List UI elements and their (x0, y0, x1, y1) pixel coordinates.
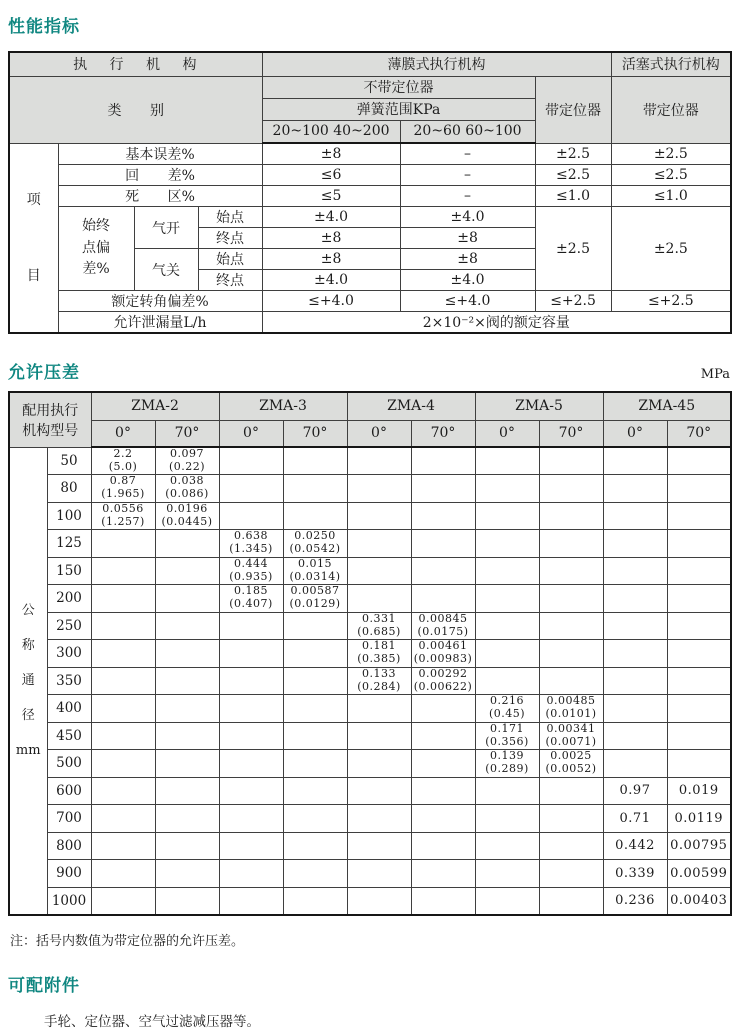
pressure-cell (539, 887, 603, 915)
pressure-cell (91, 750, 155, 778)
pressure-cell: 0.0196 (0.0445) (155, 502, 219, 530)
ao-start-value-2: ±4.0 (400, 207, 535, 228)
pressure-cell (667, 447, 731, 475)
pressure-section-header (8, 358, 730, 383)
leakage-value: 2×10⁻²×阀的额定容量 (262, 312, 731, 334)
pressure-cell: 0.00845 (0.0175) (411, 612, 475, 640)
table-row (9, 530, 731, 558)
pressure-cell: 0.015 (0.0314) (283, 557, 347, 585)
pressure-cell (539, 475, 603, 503)
pressure-cell: 0.00795 (667, 832, 731, 860)
pressure-cell (219, 832, 283, 860)
header-spring-range: 弹簧范围KPa (262, 98, 535, 120)
pressure-cell (347, 475, 411, 503)
pressure-cell (603, 667, 667, 695)
pressure-cell (603, 612, 667, 640)
pressure-cell (475, 667, 539, 695)
size-label: 250 (47, 612, 91, 640)
pressure-cell (155, 640, 219, 668)
pressure-section-title: 允许压差 (8, 363, 80, 383)
pressure-cell (283, 695, 347, 723)
ao-end-value-1: ±8 (262, 228, 400, 249)
pressure-cell (411, 502, 475, 530)
hysteresis-value-3: ≤2.5 (535, 165, 611, 186)
pressure-cell (155, 887, 219, 915)
header-angle-70: 70° (539, 420, 603, 447)
table-row (9, 557, 731, 585)
hysteresis-value-1: ≤6 (262, 165, 400, 186)
pressure-cell (603, 640, 667, 668)
row-label-leakage: 允许泄漏量L/h (58, 312, 262, 334)
pressure-cell (347, 530, 411, 558)
header-piston-type: 活塞式执行机构 (611, 52, 731, 76)
pressure-cell: 0.331 (0.685) (347, 612, 411, 640)
pressure-cell: 0.00403 (667, 887, 731, 915)
header-range-1: 20~100 40~200 (262, 120, 400, 143)
pressure-cell (91, 805, 155, 833)
pressure-cell (667, 502, 731, 530)
pressure-cell (603, 722, 667, 750)
footnote: 注：括号内数值为带定位器的允许压差。 (10, 933, 245, 949)
label-start-point-1: 始点 (198, 207, 262, 228)
pressure-cell: 0.87 (1.965) (91, 475, 155, 503)
pressure-cell (539, 805, 603, 833)
pressure-cell (219, 640, 283, 668)
pressure-cell: 0.139 (0.289) (475, 750, 539, 778)
pressure-cell (347, 860, 411, 888)
table-row (9, 502, 731, 530)
pressure-cell (475, 640, 539, 668)
size-label: 1000 (47, 887, 91, 915)
dead-band-value-1: ≤5 (262, 186, 400, 207)
pressure-cell (283, 832, 347, 860)
pressure-cell (91, 640, 155, 668)
header-angle-0: 0° (347, 420, 411, 447)
pressure-cell (219, 805, 283, 833)
pressure-cell (283, 502, 347, 530)
header-group-zma4: ZMA-4 (347, 392, 475, 420)
pressure-cell: 0.339 (603, 860, 667, 888)
pressure-cell (539, 667, 603, 695)
ac-end-value-1: ±4.0 (262, 270, 400, 291)
pressure-cell (411, 530, 475, 558)
pressure-cell (475, 557, 539, 585)
offset-label-line-1: 始终 (82, 217, 110, 234)
table-row (9, 860, 731, 888)
actuator-model-line-2: 机构型号 (22, 422, 79, 439)
table-row (9, 612, 731, 640)
pressure-cell: 0.097 (0.22) (155, 447, 219, 475)
pressure-cell (91, 887, 155, 915)
pressure-cell: 0.0556 (1.257) (91, 502, 155, 530)
pressure-table-body (9, 447, 731, 915)
header-category: 类 别 (9, 76, 262, 143)
pressure-cell: 0.00461 (0.00983) (411, 640, 475, 668)
header-angle-70: 70° (411, 420, 475, 447)
size-label: 400 (47, 695, 91, 723)
pressure-cell (667, 475, 731, 503)
hysteresis-value-2: – (400, 165, 535, 186)
pressure-cell (283, 612, 347, 640)
pressure-cell (283, 447, 347, 475)
performance-table (8, 51, 732, 334)
pressure-cell (347, 722, 411, 750)
pressure-cell (91, 695, 155, 723)
pressure-cell (411, 695, 475, 723)
table-row (9, 722, 731, 750)
size-label: 100 (47, 502, 91, 530)
pressure-cell (539, 502, 603, 530)
pressure-cell (411, 585, 475, 613)
pressure-cell (91, 530, 155, 558)
header-angle-70: 70° (283, 420, 347, 447)
pressure-cell (91, 585, 155, 613)
pressure-cell (283, 750, 347, 778)
pressure-cell (475, 887, 539, 915)
pressure-cell (91, 832, 155, 860)
table-row (9, 640, 731, 668)
size-label: 200 (47, 585, 91, 613)
pressure-cell: 0.444 (0.935) (219, 557, 283, 585)
basic-error-value-4: ±2.5 (611, 143, 731, 165)
ac-start-value-2: ±8 (400, 249, 535, 270)
pressure-cell: 0.019 (667, 777, 731, 805)
pressure-cell (539, 585, 603, 613)
unit-label: MPa (700, 367, 730, 382)
pressure-cell (603, 447, 667, 475)
pressure-cell: 0.00341 (0.0071) (539, 722, 603, 750)
header-piston-with-positioner: 带定位器 (611, 76, 731, 143)
pressure-cell (219, 860, 283, 888)
pressure-cell (603, 750, 667, 778)
header-angle-0: 0° (603, 420, 667, 447)
pressure-cell (411, 860, 475, 888)
pressure-cell (155, 860, 219, 888)
pressure-cell (411, 557, 475, 585)
size-label: 50 (47, 447, 91, 475)
pressure-cell (347, 502, 411, 530)
label-start-point-2: 始点 (198, 249, 262, 270)
pressure-cell (475, 502, 539, 530)
pressure-cell: 0.442 (603, 832, 667, 860)
pressure-cell (667, 750, 731, 778)
pressure-cell (91, 557, 155, 585)
pressure-cell (667, 530, 731, 558)
pressure-cell (219, 777, 283, 805)
pressure-cell: 0.185 (0.407) (219, 585, 283, 613)
pressure-cell (283, 640, 347, 668)
pressure-cell (475, 530, 539, 558)
pressure-cell (91, 612, 155, 640)
pressure-cell (411, 475, 475, 503)
pressure-cell (347, 805, 411, 833)
pressure-cell (411, 887, 475, 915)
header-group-zma2: ZMA-2 (91, 392, 219, 420)
pressure-cell: 0.181 (0.385) (347, 640, 411, 668)
pressure-cell (411, 805, 475, 833)
rated-angle-value-1: ≤+4.0 (262, 291, 400, 312)
pressure-cell (155, 530, 219, 558)
pressure-cell (667, 585, 731, 613)
pressure-cell (283, 887, 347, 915)
table-row (9, 695, 731, 723)
pressure-cell (155, 612, 219, 640)
offset-label-line-2: 点偏 (82, 239, 110, 256)
pressure-cell (411, 777, 475, 805)
pressure-cell: 0.038 (0.086) (155, 475, 219, 503)
performance-section-title: 性能指标 (8, 17, 80, 37)
pressure-cell (155, 585, 219, 613)
pressure-cell (155, 805, 219, 833)
pressure-cell (475, 475, 539, 503)
table-row (9, 832, 731, 860)
diameter-label-char: mm (15, 743, 41, 758)
pressure-cell (667, 612, 731, 640)
pressure-cell (667, 557, 731, 585)
pressure-cell (667, 695, 731, 723)
label-air-close: 气关 (134, 249, 198, 291)
size-label: 300 (47, 640, 91, 668)
pressure-cell (539, 447, 603, 475)
label-end-point-1: 终点 (198, 228, 262, 249)
pressure-cell (155, 750, 219, 778)
offset-positioner-value: ±2.5 (535, 207, 611, 291)
header-group-zma3: ZMA-3 (219, 392, 347, 420)
diameter-label-char: 径 (21, 708, 35, 723)
pressure-cell (603, 585, 667, 613)
ac-end-value-2: ±4.0 (400, 270, 535, 291)
pressure-cell (219, 475, 283, 503)
basic-error-value-2: – (400, 143, 535, 165)
accessories-section-title: 可配附件 (8, 975, 80, 996)
size-label: 80 (47, 475, 91, 503)
pressure-cell (539, 640, 603, 668)
pressure-cell (475, 612, 539, 640)
table-row (9, 805, 731, 833)
table-row (9, 750, 731, 778)
size-label: 500 (47, 750, 91, 778)
ao-start-value-1: ±4.0 (262, 207, 400, 228)
pressure-cell (667, 667, 731, 695)
pressure-cell (347, 557, 411, 585)
pressure-cell (91, 860, 155, 888)
pressure-cell (283, 777, 347, 805)
pressure-cell (219, 667, 283, 695)
item-char-1: 项 (26, 191, 41, 208)
pressure-cell (603, 557, 667, 585)
table-row (9, 475, 731, 503)
pressure-cell (411, 750, 475, 778)
pressure-cell (347, 585, 411, 613)
label-air-open: 气开 (134, 207, 198, 249)
pressure-cell (155, 722, 219, 750)
pressure-cell (539, 530, 603, 558)
pressure-cell: 0.00587 (0.0129) (283, 585, 347, 613)
pressure-cell: 2.2 (5.0) (91, 447, 155, 475)
pressure-cell (219, 887, 283, 915)
pressure-cell (475, 777, 539, 805)
pressure-cell (347, 695, 411, 723)
header-angle-70: 70° (155, 420, 219, 447)
pressure-cell (667, 722, 731, 750)
table-row (9, 887, 731, 915)
pressure-cell: 0.0025 (0.0052) (539, 750, 603, 778)
size-label: 350 (47, 667, 91, 695)
pressure-cell: 0.638 (1.345) (219, 530, 283, 558)
pressure-cell: 0.00485 (0.0101) (539, 695, 603, 723)
pressure-cell (475, 805, 539, 833)
pressure-cell: 0.171 (0.356) (475, 722, 539, 750)
table-row (9, 447, 731, 475)
row-label-offset (58, 207, 134, 291)
offset-label-line-3: 差% (82, 261, 110, 278)
pressure-cell (603, 475, 667, 503)
size-label: 700 (47, 805, 91, 833)
rated-angle-value-3: ≤+2.5 (535, 291, 611, 312)
pressure-cell (155, 832, 219, 860)
pressure-cell (91, 777, 155, 805)
pressure-cell (155, 777, 219, 805)
pressure-cell (539, 557, 603, 585)
basic-error-value-1: ±8 (262, 143, 400, 165)
accessories-text: 手轮、定位器、空气过滤减压器等。 (44, 1013, 260, 1030)
size-label: 600 (47, 777, 91, 805)
header-angle-0: 0° (219, 420, 283, 447)
pressure-cell (347, 750, 411, 778)
size-label: 800 (47, 832, 91, 860)
header-no-positioner: 不带定位器 (262, 76, 535, 98)
pressure-cell (219, 612, 283, 640)
diameter-label-char: 称 (21, 638, 35, 653)
size-label: 450 (47, 722, 91, 750)
diameter-label-char: 通 (21, 673, 35, 688)
ao-end-value-2: ±8 (400, 228, 535, 249)
offset-piston-value: ±2.5 (611, 207, 731, 291)
pressure-cell (91, 667, 155, 695)
pressure-cell (475, 447, 539, 475)
pressure-cell (155, 695, 219, 723)
rated-angle-value-2: ≤+4.0 (400, 291, 535, 312)
size-label: 125 (47, 530, 91, 558)
pressure-cell (283, 667, 347, 695)
label-end-point-2: 终点 (198, 270, 262, 291)
pressure-cell (283, 722, 347, 750)
header-angle-70: 70° (667, 420, 731, 447)
pressure-cell (539, 860, 603, 888)
row-label-basic-error: 基本误差% (58, 143, 262, 165)
pressure-cell (155, 557, 219, 585)
pressure-cell (347, 832, 411, 860)
pressure-cell (603, 695, 667, 723)
pressure-cell (411, 722, 475, 750)
pressure-cell (91, 722, 155, 750)
pressure-cell (475, 585, 539, 613)
actuator-model-line-1: 配用执行 (22, 402, 79, 419)
pressure-cell (219, 502, 283, 530)
header-group-zma5: ZMA-5 (475, 392, 603, 420)
header-range-2: 20~60 60~100 (400, 120, 535, 143)
size-label: 900 (47, 860, 91, 888)
row-label-rated-angle: 额定转角偏差% (58, 291, 262, 312)
vertical-label-item (9, 143, 58, 333)
pressure-cell (603, 502, 667, 530)
pressure-cell (667, 640, 731, 668)
row-label-hysteresis: 回 差% (58, 165, 262, 186)
pressure-cell (539, 612, 603, 640)
pressure-cell: 0.0250 (0.0542) (283, 530, 347, 558)
pressure-cell (283, 475, 347, 503)
pressure-cell (347, 777, 411, 805)
table-row (9, 667, 731, 695)
table-row (9, 585, 731, 613)
vertical-label-nominal-diameter (9, 447, 47, 915)
pressure-cell: 0.71 (603, 805, 667, 833)
dead-band-value-4: ≤1.0 (611, 186, 731, 207)
item-char-2: 目 (26, 267, 41, 284)
pressure-cell (539, 832, 603, 860)
diameter-label-char: 公 (21, 603, 35, 618)
pressure-cell (347, 447, 411, 475)
header-membrane-type: 薄膜式执行机构 (262, 52, 611, 76)
pressure-cell (219, 750, 283, 778)
pressure-cell (219, 695, 283, 723)
basic-error-value-3: ±2.5 (535, 143, 611, 165)
header-actuator-model (9, 392, 91, 447)
pressure-cell (411, 832, 475, 860)
pressure-cell: 0.97 (603, 777, 667, 805)
table-row (9, 777, 731, 805)
pressure-cell: 0.00599 (667, 860, 731, 888)
pressure-cell (283, 860, 347, 888)
header-group-zma45: ZMA-45 (603, 392, 731, 420)
pressure-cell (219, 447, 283, 475)
pressure-cell: 0.0119 (667, 805, 731, 833)
pressure-cell (539, 777, 603, 805)
pressure-cell (155, 667, 219, 695)
pressure-cell (283, 805, 347, 833)
header-angle-0: 0° (91, 420, 155, 447)
pressure-cell (475, 832, 539, 860)
pressure-cell (475, 860, 539, 888)
pressure-cell: 0.236 (603, 887, 667, 915)
rated-angle-value-4: ≤+2.5 (611, 291, 731, 312)
row-label-dead-band: 死 区% (58, 186, 262, 207)
header-angle-0: 0° (475, 420, 539, 447)
pressure-cell: 0.216 (0.45) (475, 695, 539, 723)
pressure-cell (219, 722, 283, 750)
pressure-cell: 0.133 (0.284) (347, 667, 411, 695)
pressure-table (8, 391, 732, 916)
pressure-cell: 0.00292 (0.00622) (411, 667, 475, 695)
dead-band-value-3: ≤1.0 (535, 186, 611, 207)
pressure-cell (411, 447, 475, 475)
pressure-cell (603, 530, 667, 558)
size-label: 150 (47, 557, 91, 585)
header-with-positioner: 带定位器 (535, 76, 611, 143)
header-executor: 执 行 机 构 (9, 52, 262, 76)
ac-start-value-1: ±8 (262, 249, 400, 270)
dead-band-value-2: – (400, 186, 535, 207)
pressure-cell (347, 887, 411, 915)
hysteresis-value-4: ≤2.5 (611, 165, 731, 186)
